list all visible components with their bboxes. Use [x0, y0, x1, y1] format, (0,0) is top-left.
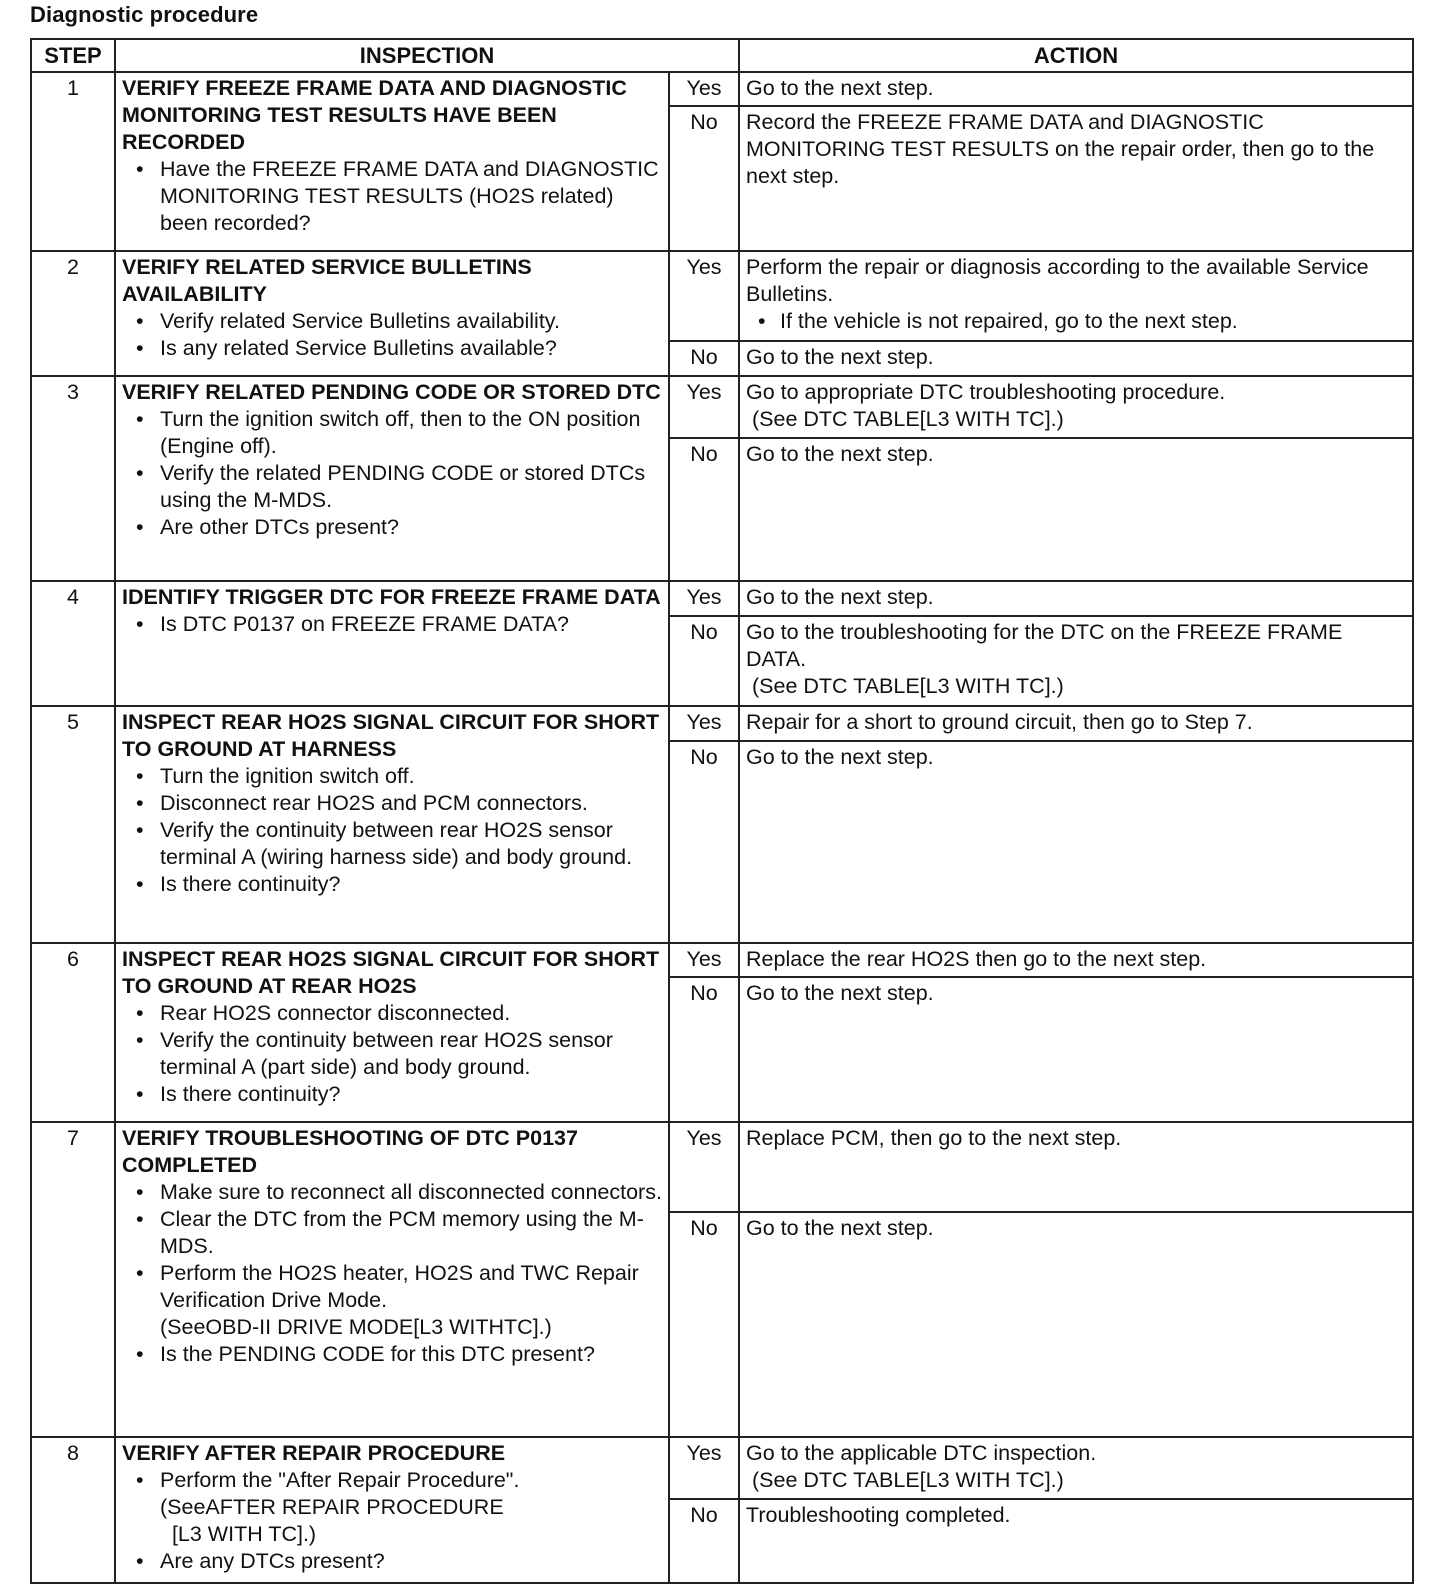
no-action: Go to the next step.: [739, 341, 1413, 376]
inspection-cell: [115, 251, 669, 376]
inspection-bullet: • Perform the "After Repair Procedure".: [122, 1467, 662, 1494]
no-action: Go to the next step.: [739, 741, 1413, 943]
yes-action-reference: (See DTC TABLE[L3 WITH TC].): [752, 1467, 1064, 1492]
yes-label: Yes: [669, 72, 739, 107]
yes-action: Replace the rear HO2S then go to the next step.: [739, 943, 1413, 978]
step-number: 2: [31, 251, 115, 376]
table-row: [31, 706, 1413, 741]
inspection-bullets: [122, 156, 662, 237]
inspection-bullets: [122, 1467, 662, 1494]
table-row: [31, 1437, 1413, 1499]
yes-label: Yes: [669, 251, 739, 341]
inspection-cell: [115, 581, 669, 706]
step-number: 6: [31, 943, 115, 1123]
yes-label: Yes: [669, 943, 739, 978]
inspection-bullets: [122, 1000, 662, 1108]
no-label: No: [669, 1212, 739, 1437]
yes-label: Yes: [669, 581, 739, 616]
table-row: [31, 943, 1413, 978]
no-label: No: [669, 1499, 739, 1583]
inspection-bullet: • Are other DTCs present?: [122, 514, 662, 541]
yes-action: Perform the repair or diagnosis according to the available Service Bulletins.: [746, 255, 1369, 307]
yes-action-reference: (See DTC TABLE[L3 WITH TC].): [752, 406, 1064, 431]
no-label: No: [669, 741, 739, 943]
no-action: Record the FREEZE FRAME DATA and DIAGNOSTIC MONITORING TEST RESULTS on the repair order, then go to the next step.: [739, 106, 1413, 251]
yes-label: Yes: [669, 1437, 739, 1499]
header-action: ACTION: [739, 39, 1413, 72]
inspection-bullets: [122, 1179, 662, 1314]
header-step: STEP: [31, 39, 115, 72]
no-label: No: [669, 977, 739, 1122]
inspection-cell: [115, 706, 669, 943]
inspection-cell: [115, 1437, 669, 1583]
yes-action: Go to appropriate DTC troubleshooting procedure.: [746, 379, 1226, 404]
header-inspection: INSPECTION: [115, 39, 739, 72]
inspection-bullet: • Is any related Service Bulletins available?: [122, 335, 662, 362]
diagnostic-table: [30, 38, 1414, 1584]
inspection-bullets: [122, 763, 662, 898]
yes-label: Yes: [669, 706, 739, 741]
inspection-cell: [115, 376, 669, 581]
inspection-bullets-tail: [122, 1548, 662, 1575]
inspection-title: INSPECT REAR HO2S SIGNAL CIRCUIT FOR SHORT TO GROUND AT REAR HO2S: [122, 946, 660, 998]
inspection-bullet: • Disconnect rear HO2S and PCM connectors.: [122, 790, 662, 817]
inspection-bullet: • Make sure to reconnect all disconnected connectors.: [122, 1179, 662, 1206]
inspection-title: VERIFY RELATED SERVICE BULLETINS AVAILABILITY: [122, 255, 532, 307]
inspection-bullet: • Is DTC P0137 on FREEZE FRAME DATA?: [122, 611, 662, 638]
inspection-bullets: [122, 406, 662, 541]
inspection-bullet: • Clear the DTC from the PCM memory using the M-MDS.: [122, 1206, 662, 1260]
yes-action: Go to the next step.: [739, 581, 1413, 616]
inspection-bullet: • Have the FREEZE FRAME DATA and DIAGNOSTIC MONITORING TEST RESULTS (HO2S related) been recorded?: [122, 156, 662, 237]
inspection-bullet: • Verify the continuity between rear HO2S sensor terminal A (wiring harness side) and body ground.: [122, 817, 662, 871]
yes-action: Replace PCM, then go to the next step.: [739, 1122, 1413, 1212]
no-action: Go to the troubleshooting for the DTC on the FREEZE FRAME DATA.: [746, 619, 1343, 671]
inspection-cell: [115, 72, 669, 252]
yes-action-bullet: • If the vehicle is not repaired, go to the next step.: [746, 308, 1406, 335]
yes-action-cell: [739, 376, 1413, 438]
table-row: [31, 251, 1413, 341]
inspection-title: INSPECT REAR HO2S SIGNAL CIRCUIT FOR SHORT TO GROUND AT HARNESS: [122, 709, 660, 761]
no-action-reference: (See DTC TABLE[L3 WITH TC].): [752, 673, 1064, 698]
inspection-reference: (SeeAFTER REPAIR PROCEDURE [L3 WITH TC].): [160, 1494, 504, 1546]
inspection-bullet: • Turn the ignition switch off.: [122, 763, 662, 790]
inspection-title: VERIFY TROUBLESHOOTING OF DTC P0137 COMPLETED: [122, 1126, 578, 1178]
no-action: Go to the next step.: [739, 1212, 1413, 1437]
page-title: Diagnostic procedure: [30, 2, 259, 27]
inspection-title: VERIFY FREEZE FRAME DATA AND DIAGNOSTIC MONITORING TEST RESULTS HAVE BEEN RECORDED: [122, 75, 627, 154]
yes-label: Yes: [669, 376, 739, 438]
step-number: 1: [31, 72, 115, 252]
inspection-cell: [115, 943, 669, 1123]
inspection-bullets: [122, 611, 662, 638]
table-row: [31, 1122, 1413, 1212]
inspection-bullets-tail: [122, 1341, 662, 1368]
no-action-cell: [739, 616, 1413, 706]
no-action: Troubleshooting completed.: [739, 1499, 1413, 1583]
no-action: Go to the next step.: [739, 438, 1413, 581]
no-label: No: [669, 106, 739, 251]
inspection-bullet: • Turn the ignition switch off, then to the ON position (Engine off).: [122, 406, 662, 460]
step-number: 7: [31, 1122, 115, 1437]
inspection-bullet: • Perform the HO2S heater, HO2S and TWC Repair Verification Drive Mode.: [122, 1260, 662, 1314]
inspection-bullet: • Verify the continuity between rear HO2S sensor terminal A (part side) and body ground.: [122, 1027, 662, 1081]
inspection-bullet: • Is there continuity?: [122, 871, 662, 898]
yes-action-cell: [739, 1437, 1413, 1499]
inspection-bullet: • Are any DTCs present?: [122, 1548, 662, 1575]
inspection-bullet: • Verify related Service Bulletins availability.: [122, 308, 662, 335]
no-action: Go to the next step.: [739, 977, 1413, 1122]
no-label: No: [669, 438, 739, 581]
step-number: 8: [31, 1437, 115, 1583]
yes-label: Yes: [669, 1122, 739, 1212]
inspection-cell: [115, 1122, 669, 1437]
inspection-bullet: • Is there continuity?: [122, 1081, 662, 1108]
no-label: No: [669, 341, 739, 376]
yes-action-cell: [739, 251, 1413, 341]
table-row: [31, 376, 1413, 438]
step-number: 5: [31, 706, 115, 943]
yes-action: Go to the applicable DTC inspection.: [746, 1440, 1097, 1465]
yes-action: Repair for a short to ground circuit, then go to Step 7.: [739, 706, 1413, 741]
step-number: 3: [31, 376, 115, 581]
table-header-row: [31, 39, 1413, 72]
inspection-bullets: [122, 308, 662, 362]
inspection-bullet: • Is the PENDING CODE for this DTC present?: [122, 1341, 662, 1368]
no-label: No: [669, 616, 739, 706]
inspection-title: VERIFY RELATED PENDING CODE OR STORED DTC: [122, 379, 661, 404]
inspection-title: IDENTIFY TRIGGER DTC FOR FREEZE FRAME DATA: [122, 585, 661, 610]
inspection-bullet: • Verify the related PENDING CODE or stored DTCs using the M-MDS.: [122, 460, 662, 514]
inspection-title: VERIFY AFTER REPAIR PROCEDURE: [122, 1440, 506, 1465]
table-row: [31, 581, 1413, 616]
inspection-reference: (SeeOBD-II DRIVE MODE[L3 WITHTC].): [160, 1315, 552, 1340]
inspection-bullet: • Rear HO2S connector disconnected.: [122, 1000, 662, 1027]
table-row: [31, 72, 1413, 107]
step-number: 4: [31, 581, 115, 706]
yes-action: Go to the next step.: [739, 72, 1413, 107]
